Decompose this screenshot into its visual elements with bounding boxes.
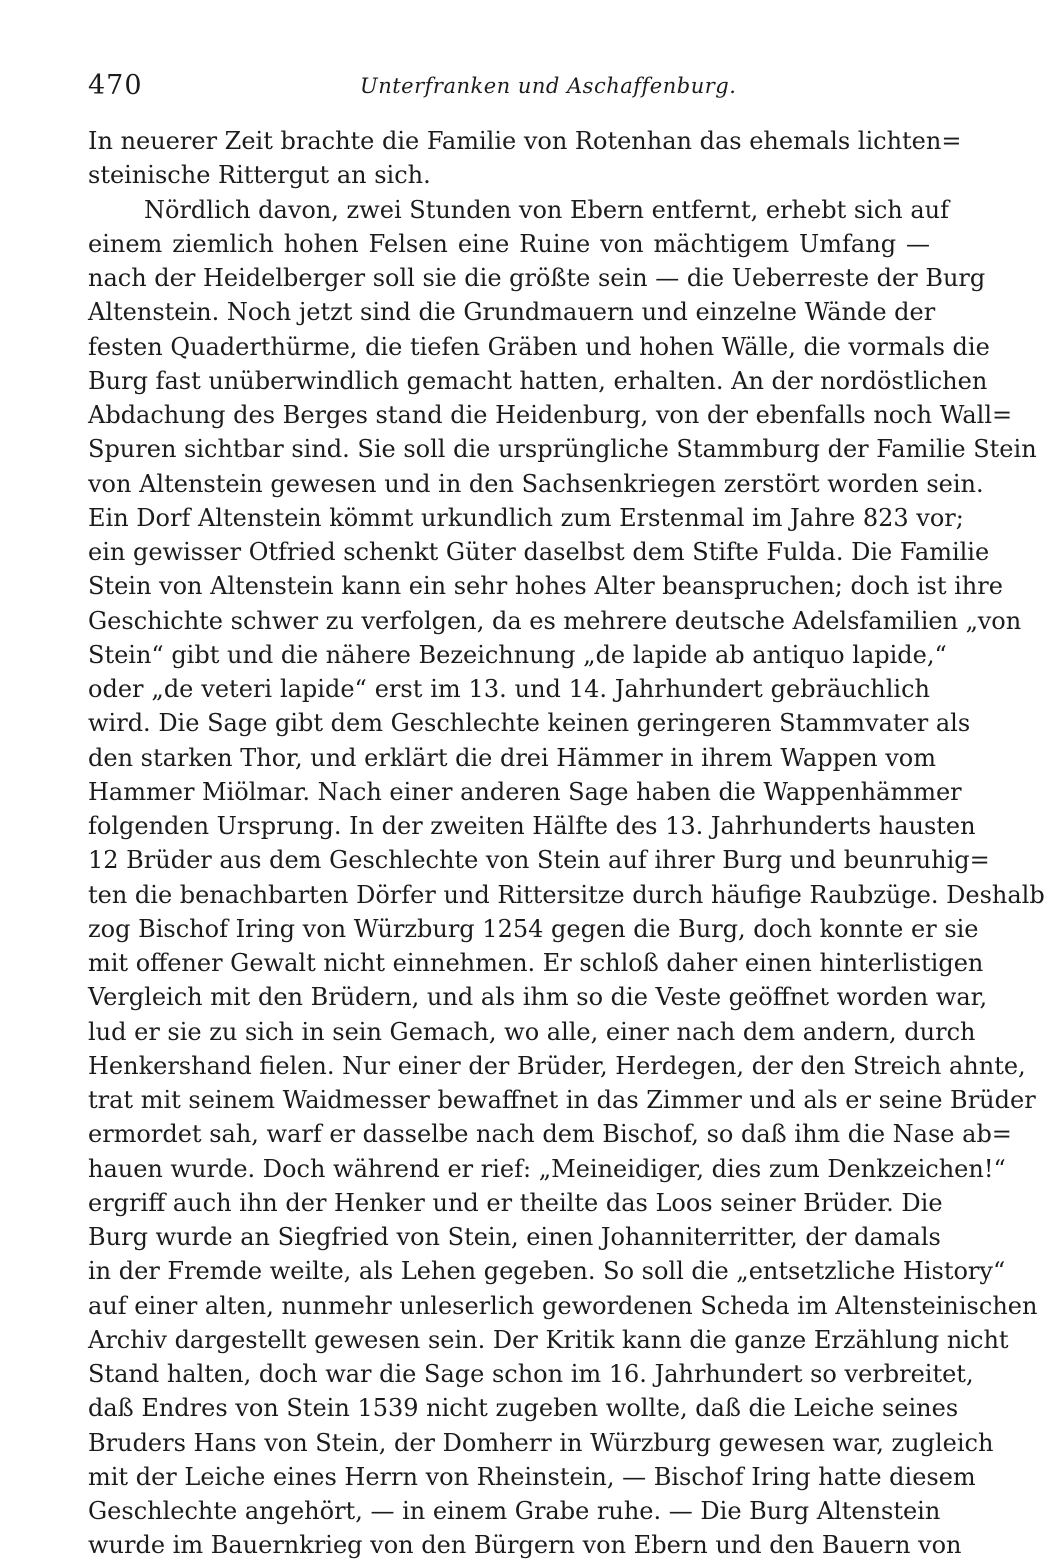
- text-line: Stein“ gibt und die nähere Bezeichnung „de lapide ab antiquo lapide,“: [88, 640, 947, 669]
- text-line: 12 Brüder aus dem Geschlechte von Stein auf ihrer Burg und beunruhig=: [88, 846, 990, 875]
- text-line: Burg fast unüberwindlich gemacht hatten, erhalten. An der nordöstlichen: [88, 366, 988, 395]
- text-line: Bruders Hans von Stein, der Domherr in Würzburg gewesen war, zugleich: [88, 1428, 994, 1457]
- text-line: hauen wurde. Doch während er rief: „Meineidiger, dies zum Denkzeichen!“: [88, 1154, 1006, 1183]
- text-line: Altenstein. Noch jetzt sind die Grundmauern und einzelne Wände der: [88, 298, 936, 327]
- text-line: Burg wurde an Siegfried von Stein, einen Johanniterritter, der damals: [88, 1223, 941, 1251]
- text-line: Henkershand fielen. Nur einer der Brüder, Herdegen, der den Streich ahnte,: [88, 1051, 1026, 1080]
- text-line: Stein von Altenstein kann ein sehr hohes Alter beanspruchen; doch ist ihre: [88, 572, 1003, 601]
- text-line: Abdachung des Berges stand die Heidenburg, von der ebenfalls noch Wall=: [88, 401, 1013, 429]
- text-line: lud er sie zu sich in sein Gemach, wo alle, einer nach dem andern, durch: [88, 1017, 976, 1046]
- body-text: [88, 124, 1045, 1563]
- text-line: In neuerer Zeit brachte die Familie von Rotenhan das ehemals lichten=: [88, 127, 962, 155]
- text-line: wurde im Bauernkrieg von den Bürgern von Ebern und den Bauern von: [88, 1531, 962, 1560]
- text-line: Vergleich mit den Brüdern, und als ihm so die Veste geöffnet worden war,: [88, 983, 988, 1012]
- text-line: oder „de veteri lapide“ erst im 13. und 14. Jahrhundert gebräuchlich: [88, 675, 930, 703]
- text-line: Spuren sichtbar sind. Sie soll die ursprüngliche Stammburg der Familie Stein: [88, 435, 1037, 464]
- text-line: auf einer alten, nunmehr unleserlich gewordenen Scheda im Altensteinischen: [88, 1291, 1038, 1320]
- text-line: daß Endres von Stein 1539 nicht zugeben wollte, daß die Leiche seines: [88, 1394, 959, 1423]
- text-line: Stand halten, doch war die Sage schon im 16. Jahrhundert so verbreitet,: [88, 1360, 974, 1388]
- text-line: in der Fremde weilte, als Lehen gegeben. So soll die „entsetzliche History“: [88, 1257, 1006, 1286]
- text-line: ermordet sah, warf er dasselbe nach dem Bischof, so daß ihm die Nase ab=: [88, 1120, 1012, 1149]
- text-line: mit der Leiche eines Herrn von Rheinstein, — Bischof Iring hatte diesem: [88, 1462, 976, 1491]
- text-line: den starken Thor, und erklärt die drei Hämmer in ihrem Wappen vom: [88, 743, 936, 772]
- text-line: wird. Die Sage gibt dem Geschlechte keinen geringeren Stammvater als: [88, 709, 971, 738]
- text-line: zog Bischof Iring von Würzburg 1254 gegen die Burg, doch konnte er sie: [88, 914, 979, 943]
- running-head: Unterfranken und Aschaffenburg.: [360, 74, 737, 98]
- page-header: [88, 70, 928, 106]
- text-line: trat mit seinem Waidmesser bewaffnet in das Zimmer und als er seine Brüder: [88, 1086, 1036, 1114]
- text-line: steinische Rittergut an sich.: [88, 161, 431, 190]
- text-line: mit offener Gewalt nicht einnehmen. Er schloß daher einen hinterlistigen: [88, 949, 984, 977]
- text-line: festen Quaderthürme, die tiefen Gräben und hohen Wälle, die vormals die: [88, 332, 990, 361]
- text-line: nach der Heidelberger soll sie die größte sein — die Ueberreste der Burg: [88, 264, 986, 292]
- text-line: ein gewisser Otfried schenkt Güter daselbst dem Stifte Fulda. Die Familie: [88, 538, 990, 566]
- text-line: Geschlechte angehört, — in einem Grabe ruhe. — Die Burg Altenstein: [88, 1497, 941, 1525]
- page-number: 470: [88, 70, 143, 101]
- text-line: Nördlich davon, zwei Stunden von Ebern entfernt, erhebt sich auf: [144, 195, 950, 224]
- text-line: Archiv dargestellt gewesen sein. Der Kritik kann die ganze Erzählung nicht: [88, 1325, 1009, 1354]
- text-line: Ein Dorf Altenstein kömmt urkundlich zum Erstenmal im Jahre 823 vor;: [88, 503, 964, 532]
- text-line: einem ziemlich hohen Felsen eine Ruine von mächtigem Umfang —: [88, 229, 930, 258]
- text-line: folgenden Ursprung. In der zweiten Hälfte des 13. Jahrhunderts hausten: [88, 812, 976, 840]
- text-line: ten die benachbarten Dörfer und Rittersitze durch häufige Raubzüge. Deshalb: [88, 880, 1045, 909]
- text-line: von Altenstein gewesen und in den Sachsenkriegen zerstört worden sein.: [88, 469, 984, 498]
- text-line: Hammer Miölmar. Nach einer anderen Sage haben die Wappenhämmer: [88, 777, 962, 806]
- text-line: ergriff auch ihn der Henker und er theilte das Loos seiner Brüder. Die: [88, 1188, 943, 1217]
- text-line: Geschichte schwer zu verfolgen, da es mehrere deutsche Adelsfamilien „von: [88, 606, 1022, 635]
